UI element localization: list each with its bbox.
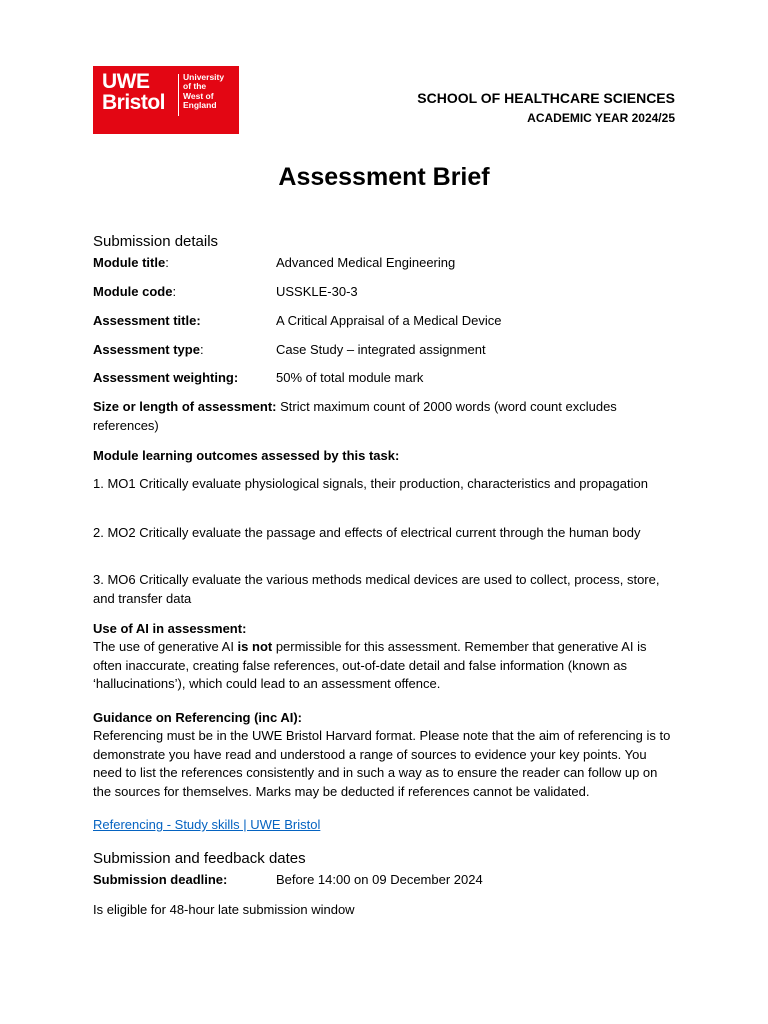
detail-label-suffix: : [165, 255, 169, 270]
logo-university-line: England [183, 100, 217, 111]
ai-use-text-part: permissible for this assessment. Remember that generative AI is often inaccurate, creating false references, out-of-date detail and false information (known as ‘hallucinations’), which could lead to an assessment offence. [93, 639, 647, 691]
academic-year: ACADEMIC YEAR 2024/25 [527, 111, 675, 125]
learning-outcomes-heading: Module learning outcomes assessed by this task: [93, 448, 400, 463]
detail-label-text: Module title [93, 255, 166, 270]
logo-university-line: University [183, 72, 225, 82]
ai-use-heading: Use of AI in assessment: [93, 621, 247, 636]
detail-label-text: Assessment title: [93, 313, 201, 328]
logo-wordmark-line1: UWE [102, 70, 150, 93]
referencing-link-row [93, 816, 677, 835]
logo-university-name [183, 73, 224, 111]
learning-outcome-item: 1. MO1 Critically evaluate physiological signals, their production, characteristics and propagation [93, 476, 648, 491]
detail-value: Advanced Medical Engineering [276, 255, 456, 270]
detail-row-module-title [93, 254, 675, 272]
detail-label-suffix: : [199, 342, 204, 357]
detail-value: A Critical Appraisal of a Medical Device [276, 313, 502, 328]
detail-label-text: Module code [93, 284, 173, 299]
ai-use-text-part: The use of generative AI [93, 639, 238, 654]
learning-outcome-item: 3. MO6 Critically evaluate the various methods medical devices are used to collect, process, store, and transfer data [93, 572, 660, 606]
logo-university-line: West of [183, 90, 214, 101]
detail-label-text: Assessment weighting: [93, 370, 239, 385]
page-title: Assessment Brief [278, 163, 490, 191]
detail-row-module-code [93, 283, 675, 301]
referencing-study-skills-link[interactable]: Referencing - Study skills | UWE Bristol [93, 817, 321, 832]
detail-label-text: Assessment type [93, 342, 200, 357]
learning-outcome-item: 2. MO2 Critically evaluate the passage and effects of electrical current through the human body [93, 525, 641, 540]
logo-wordmark [102, 71, 165, 113]
detail-value: USSKLE-30-3 [276, 284, 358, 299]
size-value: Strict maximum count of 2000 words (word count excludes references) [93, 399, 617, 433]
logo-divider [178, 74, 179, 116]
detail-value: Case Study – integrated assignment [276, 342, 486, 357]
referencing-text: Referencing must be in the UWE Bristol Harvard format. Please note that the aim of referencing is to demonstrate you have read and understood a range of sources to evidence your key points. You need to list the references consistently and in such a way as to ensure the reader can follow up on the sources for themselves. Marks may be deducted if references cannot be validated. [93, 728, 671, 799]
detail-label [93, 369, 276, 387]
size-of-assessment [93, 398, 677, 435]
detail-label [93, 341, 276, 359]
ai-use-emphasis: is not [237, 639, 273, 654]
detail-row-submission-deadline [93, 871, 675, 889]
detail-value: 50% of total module mark [276, 370, 424, 385]
detail-label [93, 283, 276, 301]
detail-row-assessment-weighting [93, 369, 675, 387]
uwe-bristol-logo [93, 66, 239, 134]
school-header [417, 89, 675, 126]
detail-value: Before 14:00 on 09 December 2024 [276, 872, 483, 887]
section-heading-submission-dates: Submission and feedback dates [93, 850, 306, 867]
logo-university-line: of the [183, 81, 207, 92]
referencing-heading: Guidance on Referencing (inc AI): [93, 710, 302, 725]
school-name: SCHOOL OF HEALTHCARE SCIENCES [417, 90, 675, 106]
size-label: Size or length of assessment: [93, 399, 277, 414]
ai-use-text [93, 638, 677, 694]
late-submission-note: Is eligible for 48-hour late submission window [93, 902, 355, 917]
detail-label [93, 254, 276, 272]
detail-label [93, 312, 276, 330]
detail-label: Submission deadline: [93, 872, 228, 887]
logo-wordmark-line2: Bristol [102, 91, 166, 114]
detail-row-assessment-title [93, 312, 675, 330]
section-heading-submission-details: Submission details [93, 233, 219, 250]
detail-label-suffix: : [172, 284, 177, 299]
detail-row-assessment-type [93, 341, 675, 359]
